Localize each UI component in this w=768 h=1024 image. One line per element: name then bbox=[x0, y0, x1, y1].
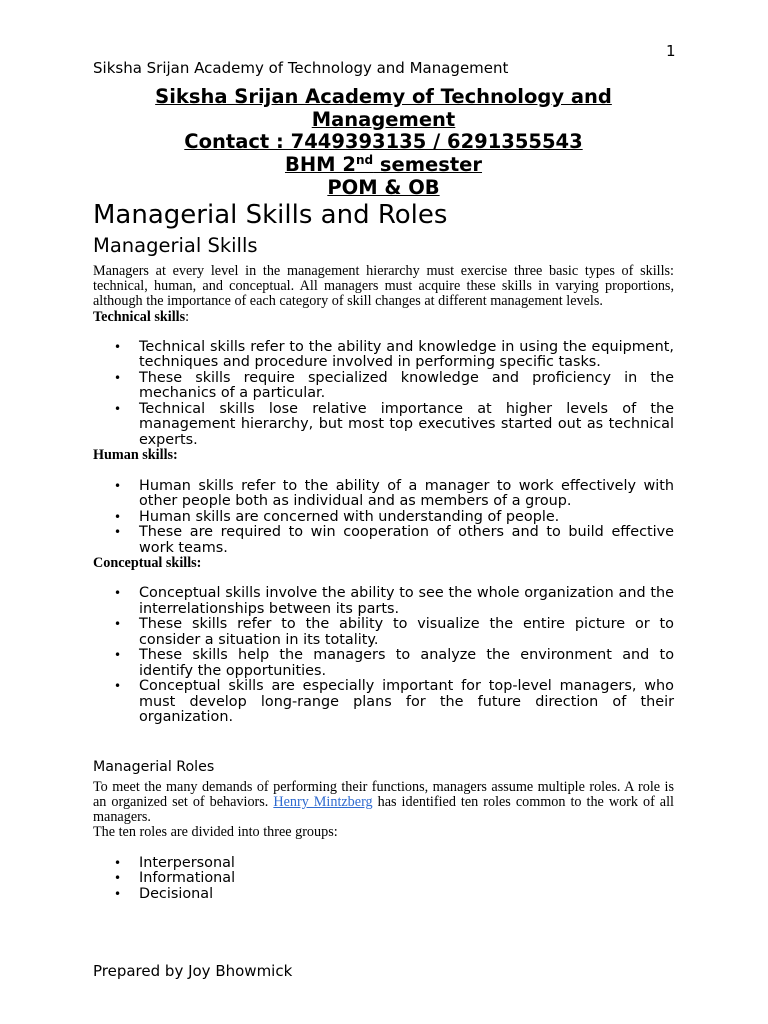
roles-paragraph bbox=[93, 780, 674, 826]
bullet-icon: • bbox=[114, 509, 122, 524]
list-item-text: Informational bbox=[139, 870, 236, 887]
list-item-text: Decisional bbox=[139, 885, 214, 902]
page-number: 1 bbox=[666, 42, 676, 60]
list-item-text: Human skills are concerned with understanding of people. bbox=[139, 508, 560, 525]
course-prefix: BHM 2 bbox=[284, 153, 356, 177]
list-item bbox=[93, 402, 674, 449]
bullet-icon: • bbox=[114, 855, 122, 870]
roles-heading: Managerial Roles bbox=[93, 758, 215, 775]
bullet-icon: • bbox=[114, 648, 122, 663]
course-superscript: nd bbox=[355, 153, 374, 168]
list-item-text: These are required to win cooperation of others and to build effective work teams. bbox=[139, 524, 674, 556]
document-body bbox=[93, 199, 674, 902]
roles-text-after-link: has identified ten roles common to the work of all managers. bbox=[93, 793, 674, 826]
list-item bbox=[93, 479, 674, 510]
list-item bbox=[93, 648, 674, 679]
bullet-icon: • bbox=[114, 679, 122, 694]
bullet-icon: • bbox=[114, 525, 122, 540]
running-header: Siksha Srijan Academy of Technology and Management bbox=[93, 59, 509, 77]
title-block bbox=[93, 86, 674, 200]
bullet-icon: • bbox=[114, 886, 122, 901]
groups-intro: The ten roles are divided into three groups: bbox=[93, 824, 338, 841]
subject-line: POM & OB bbox=[327, 175, 440, 199]
human-skills-heading: Human skills: bbox=[93, 447, 178, 464]
list-item-text: These skills require specialized knowledge and proficiency in the mechanics of a particular. bbox=[139, 369, 674, 402]
list-item-text: Technical skills refer to the ability and knowledge in using the equipment, techniques and procedure involved in performing specific tasks. bbox=[139, 338, 674, 371]
bullet-icon: • bbox=[114, 401, 122, 416]
list-item bbox=[93, 510, 674, 526]
list-item-text: These skills help the managers to analyze the environment and to identify the opportunities. bbox=[139, 647, 674, 679]
bullet-icon: • bbox=[114, 586, 122, 601]
list-item-text: These skills refer to the ability to visualize the entire picture or to consider a situation in its totality. bbox=[139, 616, 674, 648]
technical-heading-colon: : bbox=[185, 308, 190, 325]
institution-name: Siksha Srijan Academy of Technology and Management bbox=[155, 85, 612, 131]
bullet-icon: • bbox=[114, 339, 122, 354]
conceptual-skills-heading: Conceptual skills: bbox=[93, 555, 202, 572]
technical-skills-heading bbox=[93, 310, 674, 325]
list-item bbox=[93, 371, 674, 402]
list-item-text: Interpersonal bbox=[139, 854, 235, 871]
skills-heading: Managerial Skills bbox=[93, 234, 258, 257]
list-item bbox=[93, 617, 674, 648]
page-footer: Prepared by Joy Bhowmick bbox=[93, 962, 293, 980]
role-groups-list bbox=[93, 856, 674, 903]
list-item bbox=[93, 871, 674, 887]
list-item bbox=[93, 525, 674, 556]
list-item-text: Conceptual skills involve the ability to see the whole organization and the interrelationships between its parts. bbox=[139, 585, 674, 617]
roles-text-before-link: To meet the many demands of performing their functions, managers assume multiple roles. A role is an organized set of behaviors. bbox=[93, 778, 674, 810]
list-item-text: Technical skills lose relative importance at higher levels of the management hierarchy, but most top executives started out as technical experts. bbox=[139, 400, 674, 448]
technical-heading-text: Technical skills bbox=[93, 308, 186, 325]
conceptual-skills-list bbox=[93, 586, 674, 726]
mintzberg-link[interactable]: Henry Mintzberg bbox=[273, 793, 373, 810]
bullet-icon: • bbox=[114, 617, 122, 632]
intro-paragraph: Managers at every level in the management hierarchy must exercise three basic types of skills: technical, human, and conceptual. All managers must acquire these skills in varying proportions, although the importance of each category of skill changes at different management levels. bbox=[93, 263, 674, 310]
human-skills-list bbox=[93, 479, 674, 557]
list-item-text: Human skills refer to the ability of a manager to work effectively with other people both as individual and as members of a group. bbox=[139, 477, 674, 510]
list-item bbox=[93, 340, 674, 371]
bullet-icon: • bbox=[114, 478, 122, 493]
list-item-text: Conceptual skills are especially important for top-level managers, who must develop long-range plans for the future direction of their organization. bbox=[139, 678, 674, 726]
list-item bbox=[93, 856, 674, 872]
course-suffix: semester bbox=[373, 153, 483, 177]
main-heading: Managerial Skills and Roles bbox=[93, 200, 448, 230]
list-item bbox=[93, 679, 674, 726]
technical-skills-list bbox=[93, 340, 674, 449]
bullet-icon: • bbox=[114, 370, 122, 385]
course-line bbox=[93, 154, 674, 177]
list-item bbox=[93, 586, 674, 617]
bullet-icon: • bbox=[114, 871, 122, 886]
list-item bbox=[93, 887, 674, 903]
contact-line: Contact : 7449393135 / 6291355543 bbox=[184, 130, 583, 154]
